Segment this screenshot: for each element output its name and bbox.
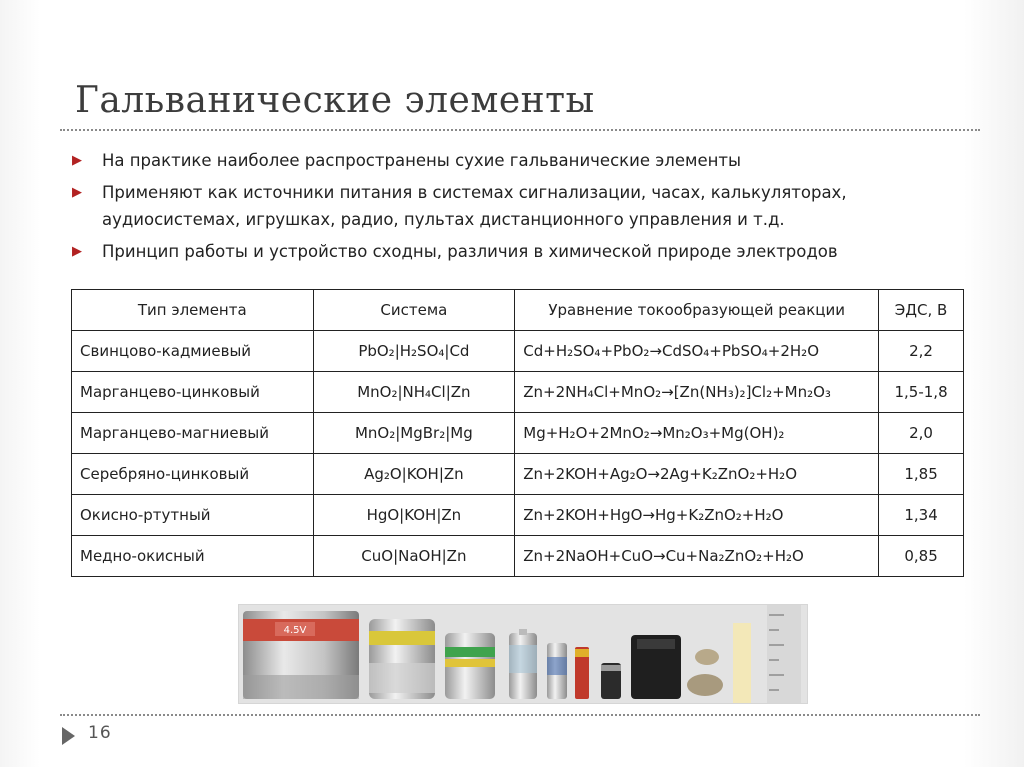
cell-emf: 0,85 (879, 536, 964, 577)
nine-volt-battery (631, 635, 681, 699)
cell-emf: 2,2 (879, 331, 964, 372)
bullet-arrow-icon: ▶ (72, 244, 82, 259)
cell-emf: 1,34 (879, 495, 964, 536)
bullet-arrow-icon: ▶ (72, 185, 82, 200)
flat-battery (243, 611, 359, 699)
d-cell-battery (369, 619, 435, 699)
red-cell-battery (575, 647, 589, 699)
cell-equation: Zn+2KOH+Ag₂O→2Ag+K₂ZnO₂+H₂O (515, 454, 879, 495)
cell-system: PbO₂|H₂SO₄|Cd (313, 331, 515, 372)
slide-title: Гальванические элементы (75, 80, 595, 121)
header-emf: ЭДС, В (879, 290, 964, 331)
cell-type: Серебряно-цинковый (72, 454, 314, 495)
header-type: Тип элемента (72, 290, 314, 331)
cell-type: Марганцево-цинковый (72, 372, 314, 413)
page-number: 16 (88, 723, 112, 743)
bullet-list (72, 147, 952, 270)
bullet-text: Применяют как источники питания в системах сигнализации, часах, калькуляторах, аудиосистемах, игрушках, радио, пультах дистанционного управления и т.д. (102, 183, 847, 229)
table-row (72, 372, 964, 413)
c-cell-battery (445, 633, 495, 699)
slide-left-shadow (0, 0, 40, 767)
table-row (72, 331, 964, 372)
cell-equation: Zn+2NH₄Cl+MnO₂→[Zn(NH₃)₂]Cl₂+Mn₂O₃ (515, 372, 879, 413)
cell-type: Свинцово-кадмиевый (72, 331, 314, 372)
batteries-illustration (239, 605, 807, 703)
cell-system: CuO|NaOH|Zn (313, 536, 515, 577)
bullet-arrow-icon: ▶ (72, 153, 82, 168)
small-black-battery (601, 663, 621, 699)
bullet-item (72, 179, 952, 233)
cell-emf: 1,85 (879, 454, 964, 495)
table-row (72, 413, 964, 454)
bullet-text: На практике наиболее распространены сухие гальванические элементы (102, 151, 742, 170)
table-row (72, 495, 964, 536)
cell-emf: 1,5-1,8 (879, 372, 964, 413)
battery-label: 4.5V (283, 625, 307, 636)
title-divider (60, 129, 980, 131)
cell-system: Ag₂O|KOH|Zn (313, 454, 515, 495)
footer-divider (60, 714, 980, 716)
cell-equation: Cd+H₂SO₄+PbO₂→CdSO₄+PbSO₄+2H₂O (515, 331, 879, 372)
bullet-item (72, 238, 952, 265)
cell-type: Окисно-ртутный (72, 495, 314, 536)
table-header-row (72, 290, 964, 331)
cell-emf: 2,0 (879, 413, 964, 454)
bullet-item (72, 147, 952, 174)
cell-system: HgO|KOH|Zn (313, 495, 515, 536)
slide-right-shadow (964, 0, 1024, 767)
table-row (72, 454, 964, 495)
header-equation: Уравнение токообразующей реакции (515, 290, 879, 331)
batteries-photo (238, 604, 808, 704)
aa-cell-battery (509, 629, 537, 699)
cell-equation: Mg+H₂O+2MnO₂→Mn₂O₃+Mg(OH)₂ (515, 413, 879, 454)
cell-equation: Zn+2NaOH+CuO→Cu+Na₂ZnO₂+H₂O (515, 536, 879, 577)
header-system: Система (313, 290, 515, 331)
table-row (72, 536, 964, 577)
cell-equation: Zn+2KOH+HgO→Hg+K₂ZnO₂+H₂O (515, 495, 879, 536)
aaa-cell-battery (547, 643, 567, 699)
cell-type: Медно-окисный (72, 536, 314, 577)
bullet-text: Принцип работы и устройство сходны, различия в химической природе электродов (102, 242, 838, 261)
footer-arrow-icon (62, 727, 75, 745)
galvanic-cells-table (71, 289, 964, 577)
cell-type: Марганцево-магниевый (72, 413, 314, 454)
cell-system: MnO₂|MgBr₂|Mg (313, 413, 515, 454)
cell-system: MnO₂|NH₄Cl|Zn (313, 372, 515, 413)
